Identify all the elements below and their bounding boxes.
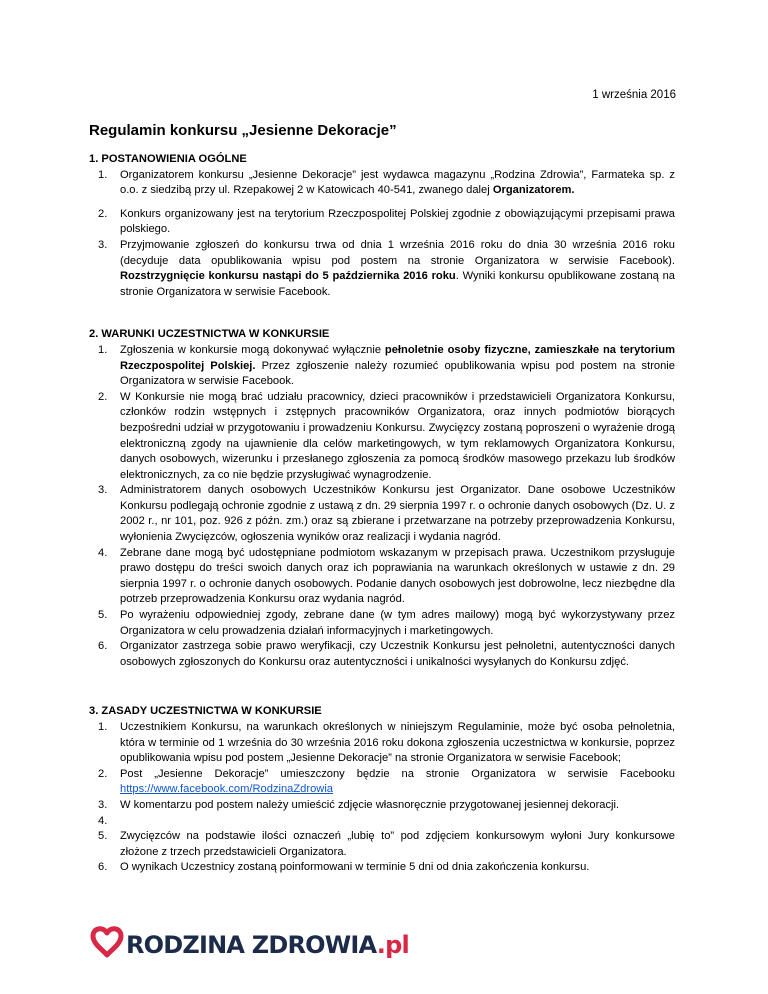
list-item: [89, 720, 675, 767]
list-item-number: 2.: [98, 207, 108, 220]
list-item: [89, 343, 675, 390]
section-list: [89, 720, 675, 876]
logo-text: RODZINA ZDROWIA: [126, 931, 377, 959]
item-text: Zgłoszenia w konkursie mogą dokonywać wyłącznie: [120, 343, 385, 356]
document-title: Regulamin konkursu „Jesienne Dekoracje”: [89, 122, 397, 139]
bold-text: pełnoletnie osoby fizyczne, zamieszkałe na terytorium Rzeczpospolitej Polskiej.: [120, 343, 675, 372]
item-text: . Wyniki konkursu opublikowane zostaną na stronie Organizatora w serwisie Facebook.: [120, 270, 675, 298]
list-item: [89, 860, 675, 876]
list-item-number: 1.: [98, 168, 108, 181]
item-text: Organizatorem konkursu „Jesienne Dekoracje” jest wydawca magazynu „Rodzina Zdrowia”, Farmateka sp. z o.o. z siedzibą przy ul. Rzepakowej 2 w Katowicach 40-541, zwanego dalej: [120, 168, 675, 197]
list-item-number: 3.: [98, 238, 108, 251]
list-item: [89, 168, 675, 199]
list-item-number: 3.: [98, 484, 108, 497]
list-item-number: 6.: [98, 861, 108, 874]
item-text: Przez zgłoszenie należy rozumieć opublikowania wpisu pod postem na stronie Organizatora w serwisie Facebook.: [120, 359, 675, 388]
section-list: [89, 343, 675, 670]
list-item-number: 5.: [98, 609, 108, 622]
section-heading: 3. ZASADY UCZESTNICTWA W KONKURSIE: [89, 705, 322, 718]
list-item: [89, 207, 675, 238]
item-text: W Konkursie nie mogą brać udziału pracownicy, dzieci pracowników i przedstawicieli Organizatora Konkursu, członków rodzin wstępnych i zstępnych pracowników Organizatora, oraz innych podmiotów biorących bezpośredni udział w przygotowaniu i prowadzeniu Konkursu. Zwycięzcy zostaną poproszeni o wyrażenie drogą elektroniczną zgody na ujawnienie dla celów marketingowych, w tym reklamowych Organizatora Konkursu, danych osobowych, wizerunku i przesłanego zgłoszenia za pomocą środków masowego przekazu lub środków elektronicznych, za co nie będzie przysługiwać wynagrodzenie.: [120, 390, 675, 481]
list-item: [89, 798, 675, 814]
item-text: Uczestnikiem Konkursu, na warunkach określonych w niniejszym Regulaminie, może być osoba pełnoletnia, która w terminie od 1 września do 30 września 2016 roku dokona zgłoszenia uczestnictwa w konkursie, poprzez opublikowania wpisu pod postem „Jesienne Dekoracje” na stronie Organizatora w serwisie Facebook;: [120, 721, 675, 765]
list-item: [89, 483, 675, 545]
list-item-number: 4.: [98, 546, 108, 559]
item-text: Przyjmowanie zgłoszeń do konkursu trwa od dnia 1 września 2016 roku do dnia 30 września 2016 roku (decyduje data opublikowania wpisu pod postem na stronie Organizatora w serwisie Facebook).: [120, 238, 675, 267]
list-item-number: 1.: [98, 343, 108, 356]
item-text: O wynikach Uczestnicy zostaną poinformowani w terminie 5 dni od dnia zakończenia konkursu.: [120, 861, 590, 874]
item-text: Post „Jesienne Dekoracje” umieszczony będzie na stronie Organizatora w serwisie Facebooku: [120, 767, 675, 780]
list-item-number: 3.: [98, 798, 108, 811]
bold-text: Rozstrzygnięcie konkursu nastąpi do 5 października 2016 roku: [120, 270, 456, 283]
list-item: [89, 390, 675, 484]
rodzina-zdrowia-logo: [89, 922, 409, 962]
list-item: [89, 238, 675, 300]
item-text: Administratorem danych osobowych Uczestników Konkursu jest Organizator. Dane osobowe Uczestników Konkursu podlegają ochronie zgodnie z ustawą z dn. 29 sierpnia 1997 r. o ochronie danych osobowych (Dz. U. z 2002 r., nr 101, poz. 926 z późn. zm.) oraz są zbierane i przetwarzane na potrzeby przeprowadzenia Konkursu, wyłonienia Zwycięzców, ogłoszenia wyników oraz realizacji i wydania nagród.: [120, 484, 675, 544]
list-item-number: 2.: [98, 767, 108, 780]
list-item-number: 5.: [98, 830, 108, 843]
item-text: Zwycięzców na podstawie ilości oznaczeń „lubię to” pod zdjęciem konkursowym wyłoni Jury konkursowe złożone z trzech przedstawicieli Organizatora.: [120, 830, 675, 858]
svg-text:RODZINA ZDROWIA.pl: [126, 931, 409, 959]
section-list: [89, 168, 675, 301]
list-item: [89, 829, 675, 860]
item-text: W komentarzu pod postem należy umieścić zdjęcie własnoręcznie przygotowanej jesiennej dekoracji.: [120, 798, 620, 811]
list-item: [89, 767, 675, 798]
section-heading: 1. POSTANOWIENIA OGÓLNE: [89, 153, 247, 165]
item-text: Po wyrażeniu odpowiedniej zgody, zebrane dane (w tym adres mailowy) mogą być wykorzystywany przez Organizatora w celu prowadzenia działań informacyjnych i marketingowych.: [120, 609, 675, 637]
list-item: [89, 546, 675, 608]
list-item-number: 6.: [98, 640, 108, 653]
list-item-number: 2.: [98, 390, 108, 403]
document-content: [89, 152, 675, 876]
heart-icon: [93, 929, 121, 955]
bold-text: Organizatorem.: [492, 184, 575, 197]
item-text: Organizator zastrzega sobie prawo weryfikacji, czy Uczestnik Konkursu jest pełnoletni, autentyczności danych osobowych zgłoszonych do Konkursu oraz autentyczności i unikalności wysyłanych do Konkursu zdjęć.: [120, 640, 675, 668]
logo-suffix: .pl: [376, 931, 409, 959]
list-item: [89, 814, 675, 830]
list-item: [89, 639, 675, 670]
facebook-link[interactable]: https://www.facebook.com/RodzinaZdrowia: [120, 783, 334, 796]
item-text: Konkurs organizowany jest na terytorium Rzeczpospolitej Polskiej zgodnie z obowiązującymi przepisami prawa polskiego.: [120, 207, 675, 236]
list-item-number: 4.: [98, 814, 108, 827]
list-item-number: 1.: [98, 721, 108, 733]
list-item: [89, 608, 675, 639]
document-date: 1 września 2016: [592, 89, 676, 101]
item-text: Zebrane dane mogą być udostępniane podmiotom wskazanym w przepisach prawa. Uczestnikom przysługuje prawo dostępu do treści swoich danych oraz ich poprawiania na warunkach określonych w ustawie z dn. 29 sierpnia 1997 r. o ochronie danych osobowych. Podanie danych osobowych jest dobrowolne, lecz niezbędne dla potrzeb przeprowadzenia Konkursu oraz wydania nagród.: [120, 546, 675, 606]
section-heading: 2. WARUNKI UCZESTNICTWA W KONKURSIE: [89, 328, 330, 341]
